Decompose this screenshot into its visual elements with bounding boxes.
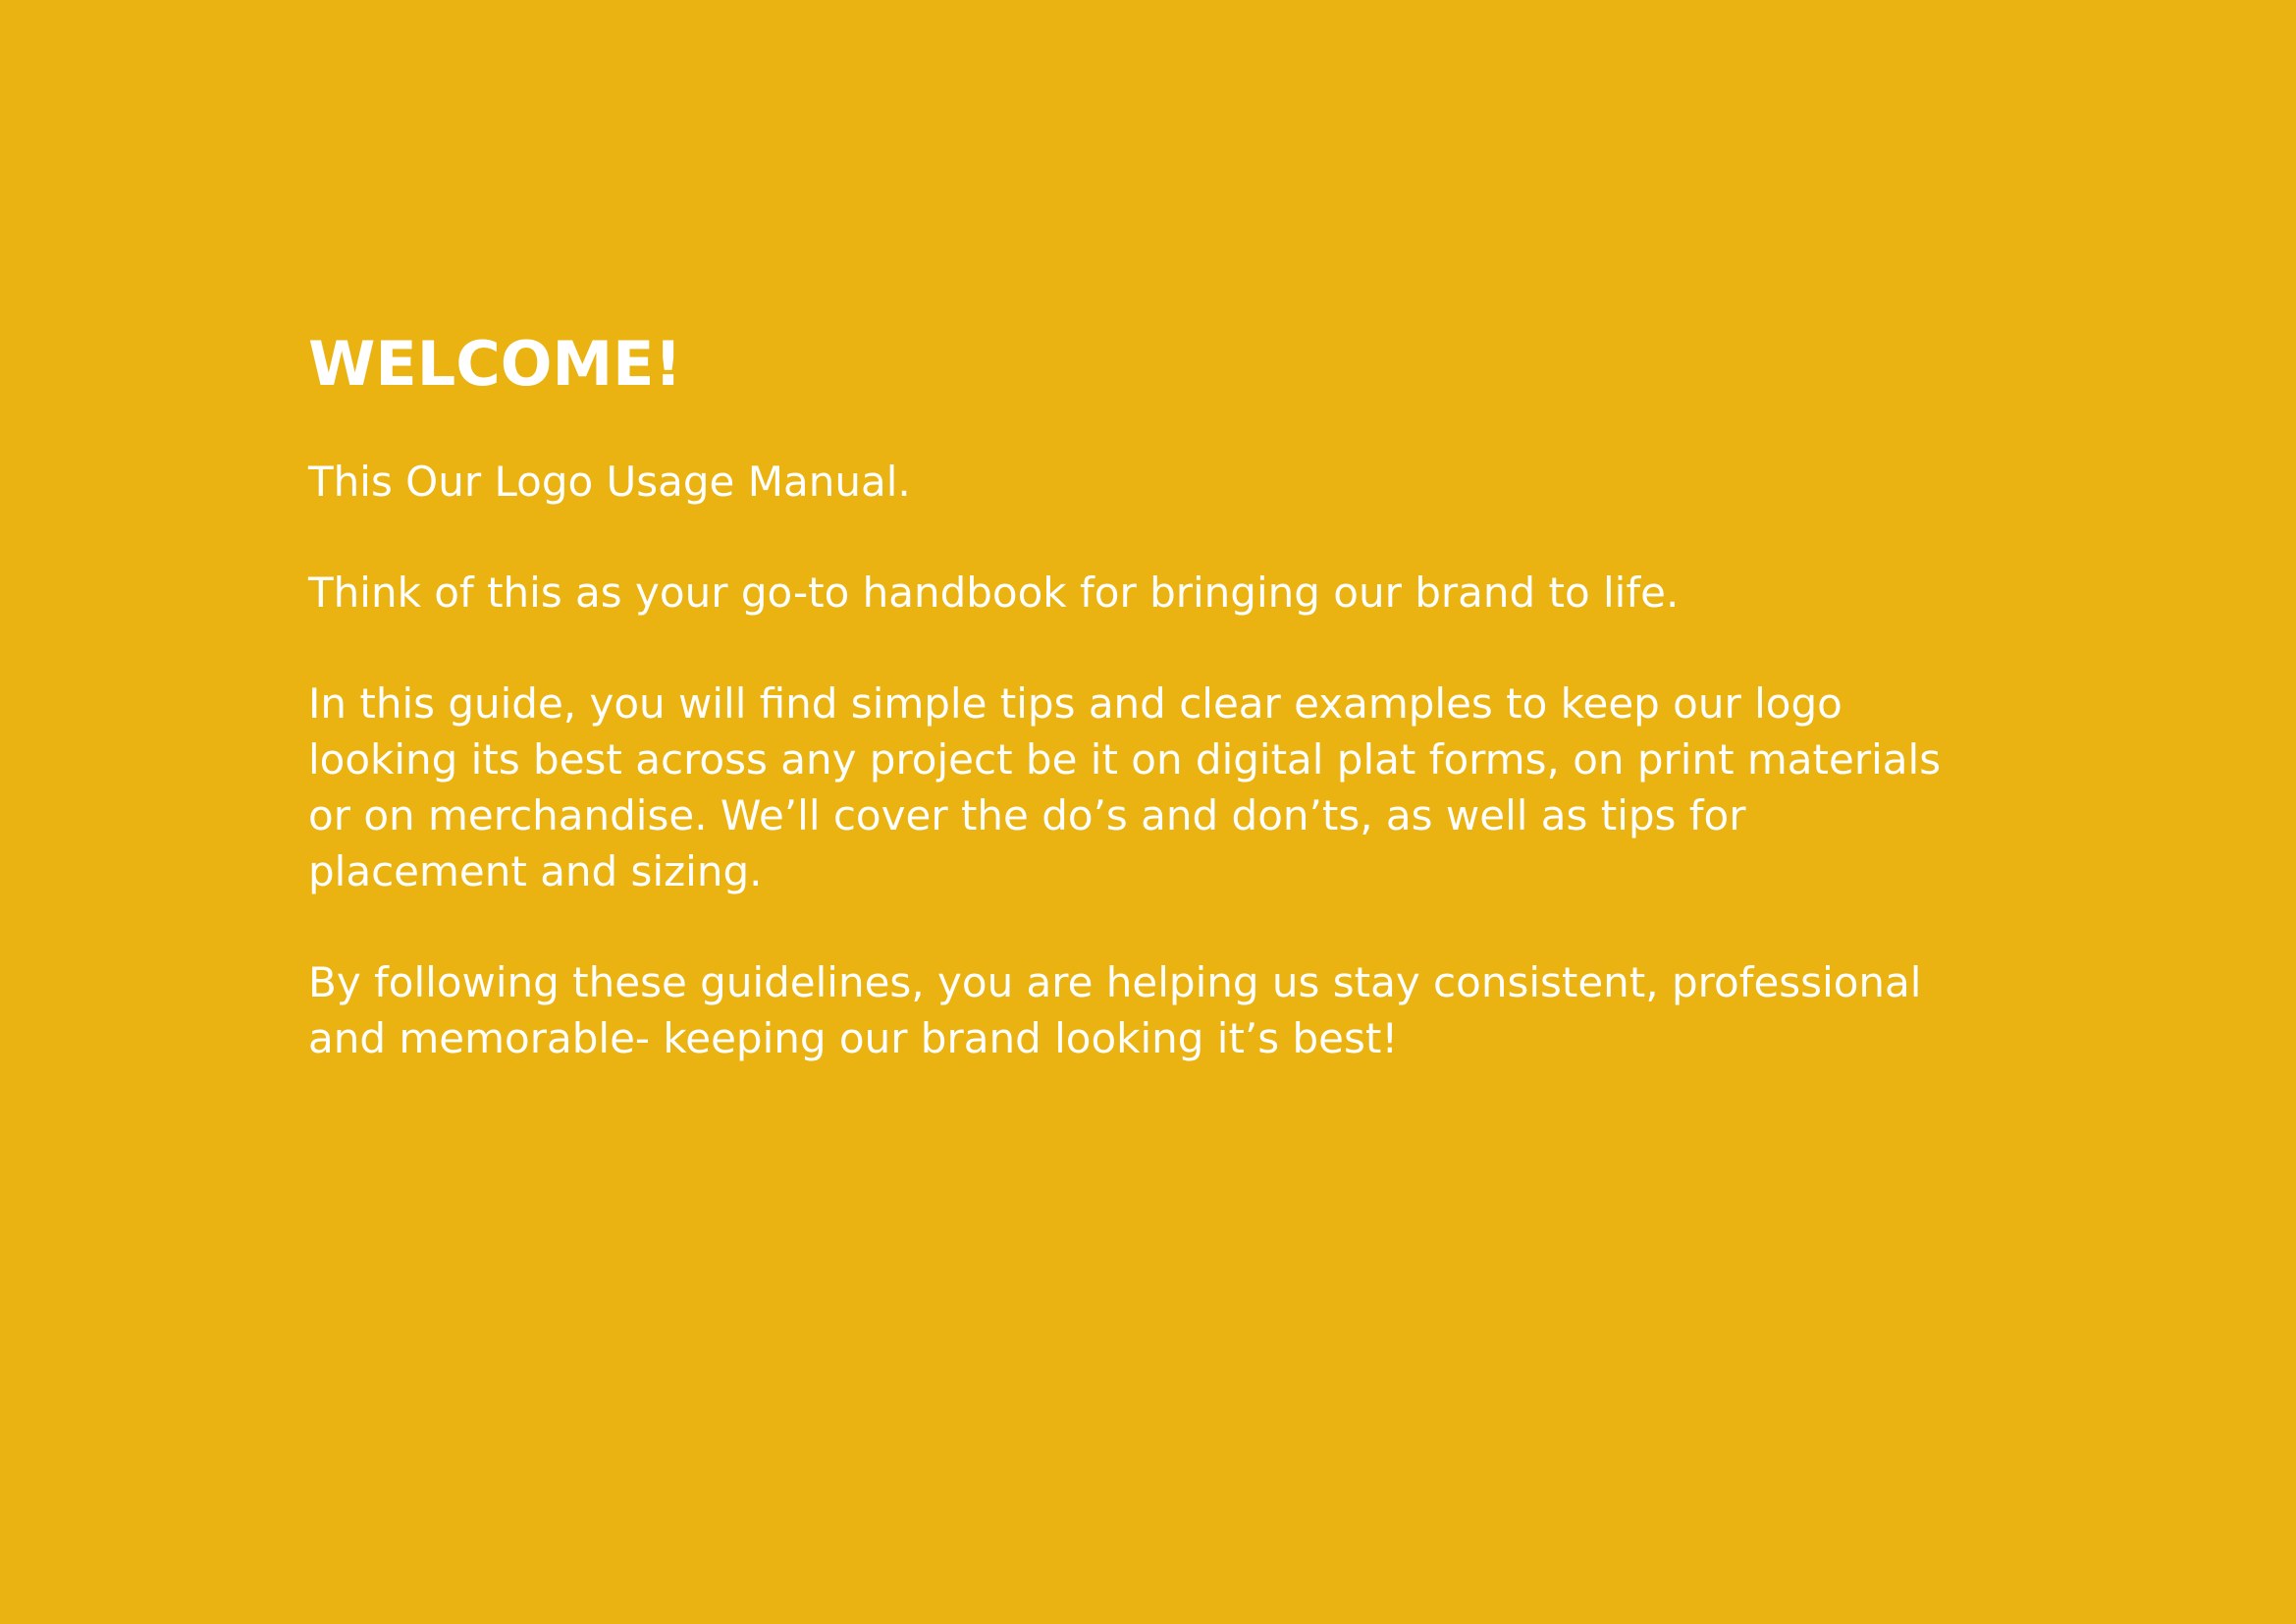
intro-paragraph: This Our Logo Usage Manual. — [308, 458, 911, 506]
guide-line: looking its best across any project be it on digital plat forms, on print materials — [308, 735, 1942, 784]
closing-line: and memorable- keeping our brand looking it’s best! — [308, 1014, 1399, 1062]
closing-paragraph — [308, 954, 1997, 1066]
guide-paragraph — [308, 676, 1997, 899]
handbook-paragraph: Think of this as your go-to handbook for bringing our brand to life. — [308, 568, 1680, 617]
closing-line: By following these guidelines, you are helping us stay consistent, professional — [308, 958, 1922, 1006]
guide-line: placement and sizing. — [308, 847, 763, 895]
welcome-section — [308, 328, 2075, 1066]
welcome-heading: WELCOME! — [308, 328, 682, 400]
guide-line: In this guide, you will find simple tips and clear examples to keep our logo — [308, 679, 1842, 728]
guide-line: or on merchandise. We’ll cover the do’s and don’ts, as well as tips for — [308, 791, 1746, 839]
